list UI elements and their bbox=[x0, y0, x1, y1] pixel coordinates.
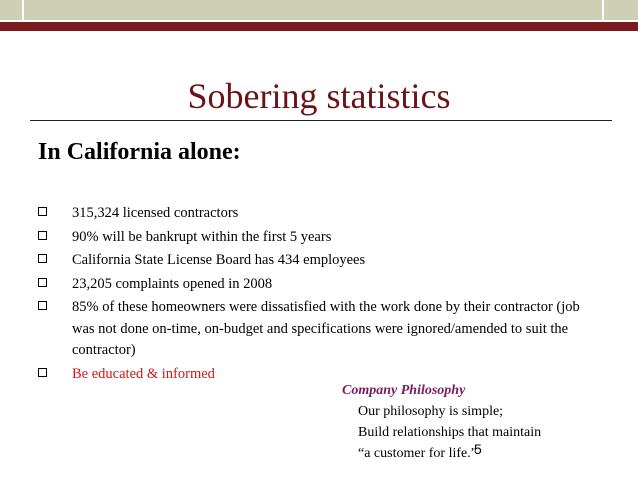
list-item bbox=[38, 227, 598, 249]
square-bullet-icon bbox=[38, 207, 47, 216]
slide-subtitle: In California alone: bbox=[38, 139, 241, 165]
list-item bbox=[38, 297, 598, 362]
list-item-text: 315,324 licensed contractors bbox=[72, 205, 239, 221]
list-item-text: 23,205 complaints opened in 2008 bbox=[72, 275, 273, 292]
philosophy-line: Our philosophy is simple; bbox=[358, 404, 504, 419]
slide-title: Sobering statistics bbox=[187, 76, 451, 116]
list-item-text: 90% will be bankrupt within the first 5 years bbox=[72, 228, 332, 245]
page-number: 5 bbox=[474, 441, 482, 457]
square-bullet-icon bbox=[38, 254, 47, 263]
list-item bbox=[38, 203, 598, 225]
title-divider bbox=[30, 120, 612, 121]
header-cell-divider bbox=[22, 0, 24, 20]
list-item bbox=[38, 274, 598, 296]
list-item-text: California State License Board has 434 employees bbox=[72, 252, 366, 268]
header-cells bbox=[0, 0, 638, 20]
decorative-header-bar bbox=[0, 0, 638, 30]
square-bullet-icon bbox=[38, 301, 47, 310]
philosophy-line: Build relationships that maintain bbox=[358, 425, 542, 440]
philosophy-heading: Company Philosophy bbox=[342, 383, 466, 398]
header-cell-divider bbox=[602, 0, 604, 20]
company-philosophy-block bbox=[342, 380, 602, 464]
square-bullet-icon bbox=[38, 231, 47, 240]
list-item-text: Be educated & informed bbox=[72, 365, 215, 382]
philosophy-line: “a customer for life.” bbox=[358, 446, 477, 461]
header-band bbox=[0, 22, 638, 31]
list-item bbox=[38, 250, 598, 272]
square-bullet-icon bbox=[38, 368, 47, 377]
square-bullet-icon bbox=[38, 278, 47, 287]
statistics-list bbox=[38, 203, 598, 387]
list-item-text: 85% of these homeowners were dissatisfied with the work done by their contractor (job was not done on-time, on-budget and specifications were ignored/amended to suit the contractor) bbox=[72, 299, 580, 358]
